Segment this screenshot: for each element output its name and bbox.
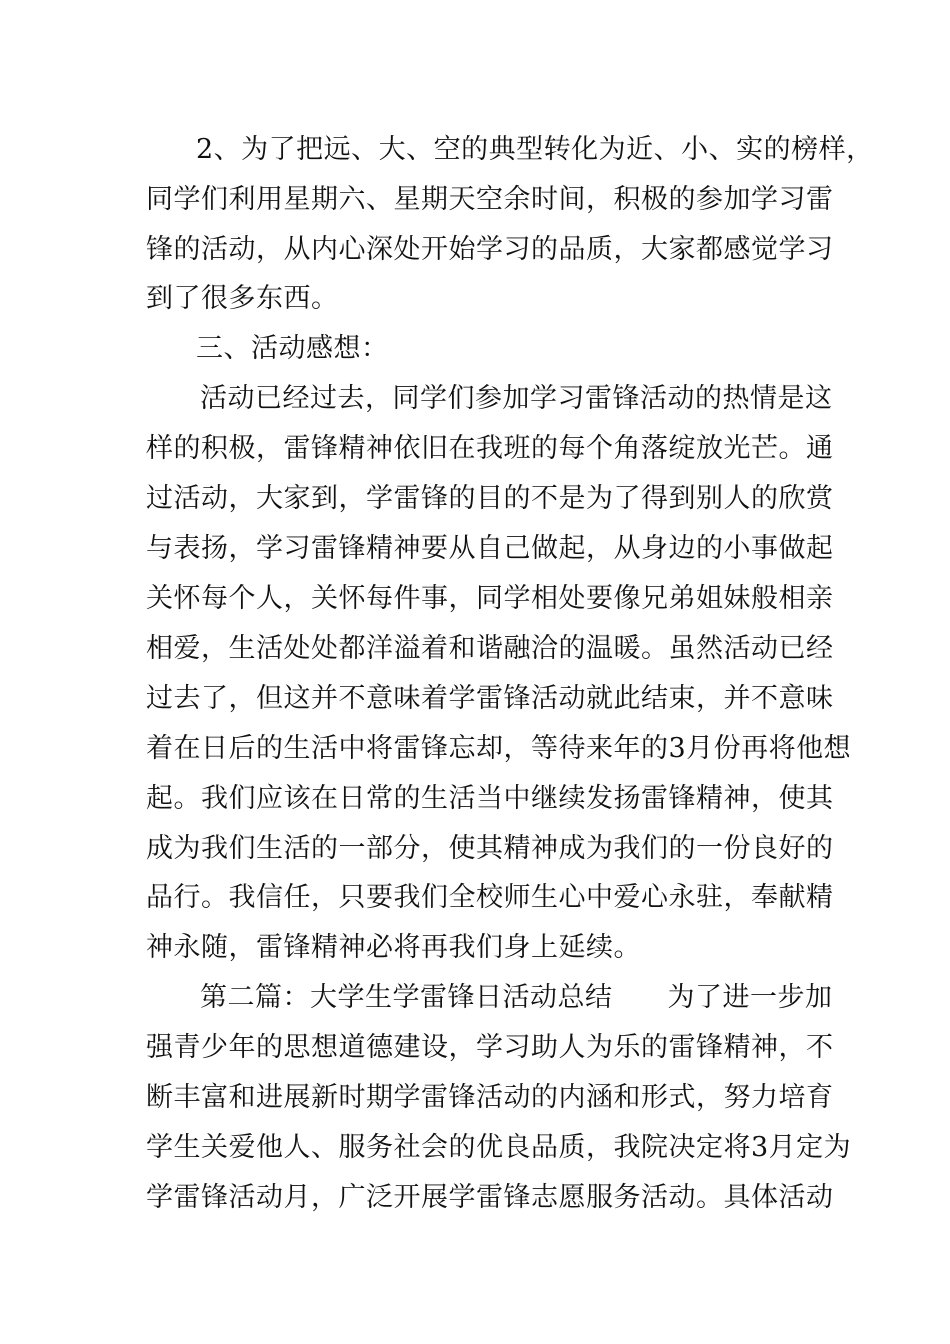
text-line: 着在日后的生活中将雷锋忘却，等待来年的3月份再将他想 <box>146 733 852 764</box>
text-line: 神永随，雷锋精神必将再我们身上延续。 <box>146 932 641 963</box>
text-line: 品行。我信任，只要我们全校师生心中爱心永驻，奉献精 <box>146 882 834 913</box>
text-line: 到了很多东西。 <box>146 283 339 314</box>
text-line: 关怀每个人，关怀每件事，同学相处要像兄弟姐妹般相亲 <box>146 583 834 614</box>
text-line: 样的积极，雷锋精神依旧在我班的每个角落绽放光芒。通 <box>146 433 834 464</box>
section-heading: 三、活动感想： <box>196 333 389 364</box>
article-heading-line: 第二篇：大学生学雷锋日活动总结 为了进一步加 <box>200 982 833 1013</box>
text-line: 锋的活动，从内心深处开始学习的品质，大家都感觉学习 <box>146 234 834 265</box>
text-line: 起。我们应该在日常的生活当中继续发扬雷锋精神，使其 <box>146 783 834 814</box>
text-line: 学生关爱他人、服务社会的优良品质，我院决定将3月定为 <box>146 1132 852 1163</box>
text-line: 学雷锋活动月，广泛开展学雷锋志愿服务活动。具体活动 <box>146 1182 834 1213</box>
text-line: 过活动，大家到，学雷锋的目的不是为了得到别人的欣赏 <box>146 483 834 514</box>
text-line: 与表扬，学习雷锋精神要从自己做起，从身边的小事做起 <box>146 533 834 564</box>
text-line: 活动已经过去，同学们参加学习雷锋活动的热情是这 <box>200 383 833 414</box>
text-line: 同学们利用星期六、星期天空余时间，积极的参加学习雷 <box>146 184 834 215</box>
text-line: 2、为了把远、大、空的典型转化为近、小、实的榜样， <box>196 134 874 165</box>
text-line: 强青少年的思想道德建设，学习助人为乐的雷锋精神，不 <box>146 1032 834 1063</box>
text-line: 成为我们生活的一部分，使其精神成为我们的一份良好的 <box>146 833 834 864</box>
text-line: 过去了，但这并不意味着学雷锋活动就此结束，并不意味 <box>146 683 834 714</box>
text-line: 相爱，生活处处都洋溢着和谐融洽的温暖。虽然活动已经 <box>146 633 834 664</box>
text-line: 断丰富和进展新时期学雷锋活动的内涵和形式，努力培育 <box>146 1082 834 1113</box>
